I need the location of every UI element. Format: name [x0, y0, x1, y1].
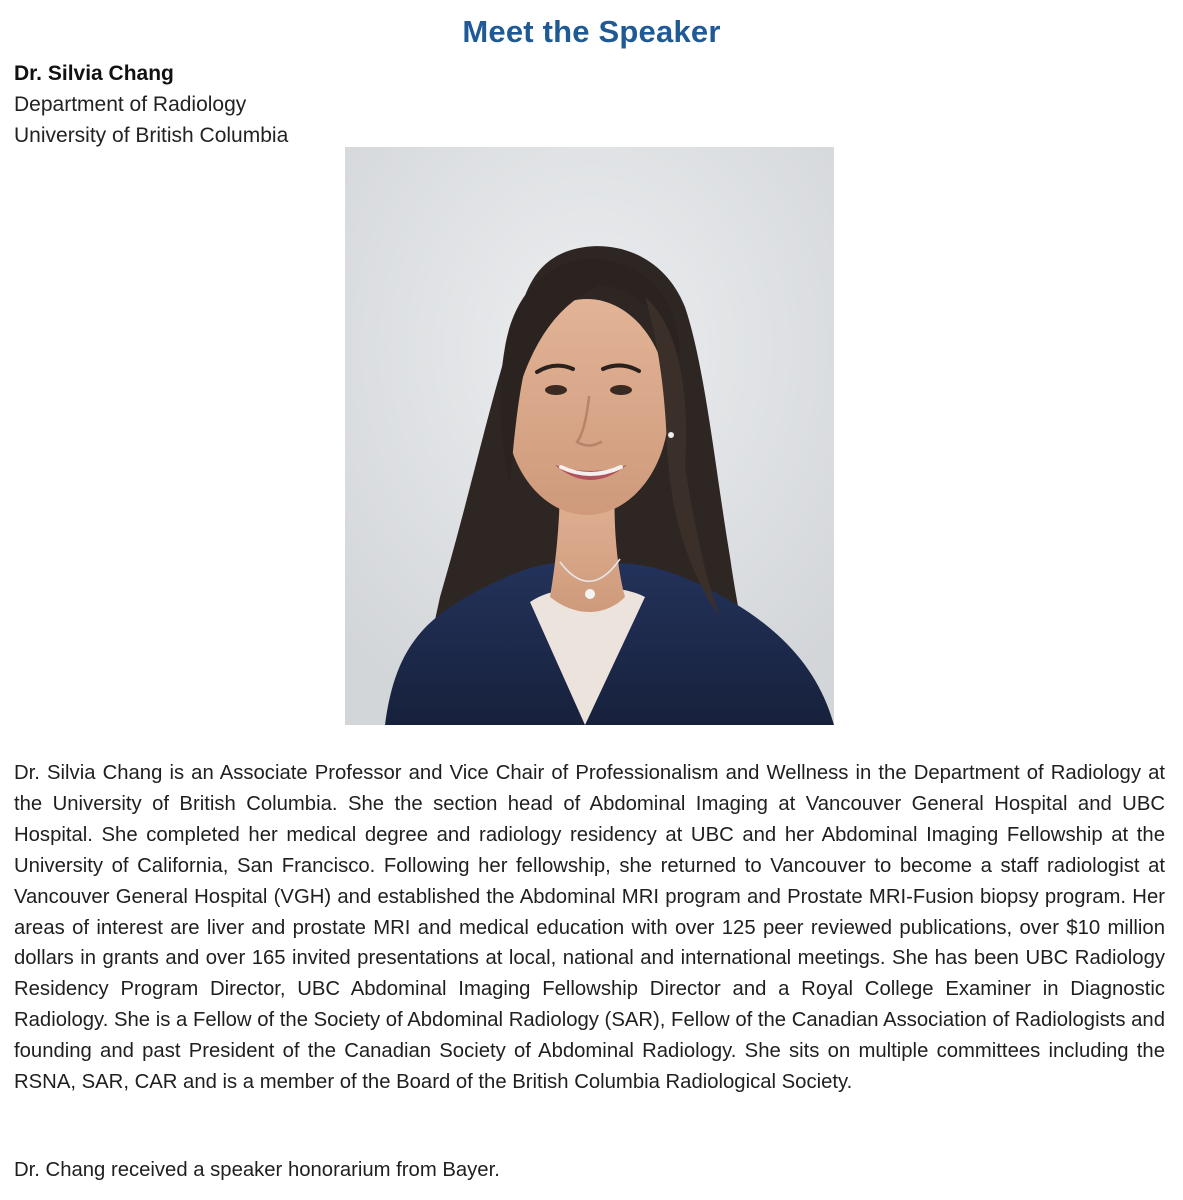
necklace-pendant	[585, 589, 595, 599]
speaker-photo	[345, 147, 834, 725]
speaker-info	[14, 58, 288, 151]
speaker-bio: Dr. Silvia Chang is an Associate Professor and Vice Chair of Professionalism and Wellness in the Department of Radiology at the University of British Columbia. She the section head of Abdominal Imaging at Vancouver General Hospital and UBC Hospital. She completed her medical degree and radiology residency at UBC and her Abdominal Imaging Fellowship at the University of California, San Francisco. Following her fellowship, she returned to Vancouver to become a staff radiologist at Vancouver General Hospital (VGH) and established the Abdominal MRI program and Prostate MRI-Fusion biopsy program. Her areas of interest are liver and prostate MRI and medical education with over 125 peer reviewed publications, over $10 million dollars in grants and over 165 invited presentations at local, national and international meetings. She has been UBC Radiology Residency Program Director, UBC Abdominal Imaging Fellowship Director and a Royal College Examiner in Diagnostic Radiology. She is a Fellow of the Society of Abdominal Radiology (SAR), Fellow of the Canadian Association of Radiologists and founding and past President of the Canadian Society of Abdominal Radiology. She sits on multiple committees including the RSNA, SAR, CAR and is a member of the Board of the British Columbia Radiological Society.	[14, 762, 1165, 1094]
right-eye	[610, 385, 632, 395]
page-title: Meet the Speaker	[462, 14, 721, 49]
speaker-department: Department of Radiology	[14, 93, 247, 116]
speaker-name: Dr. Silvia Chang	[14, 62, 174, 85]
disclosure-statement: Dr. Chang received a speaker honorarium from Bayer.	[14, 1159, 500, 1181]
portrait-illustration	[345, 147, 834, 725]
speaker-institution: University of British Columbia	[14, 124, 289, 147]
left-eye	[545, 385, 567, 395]
